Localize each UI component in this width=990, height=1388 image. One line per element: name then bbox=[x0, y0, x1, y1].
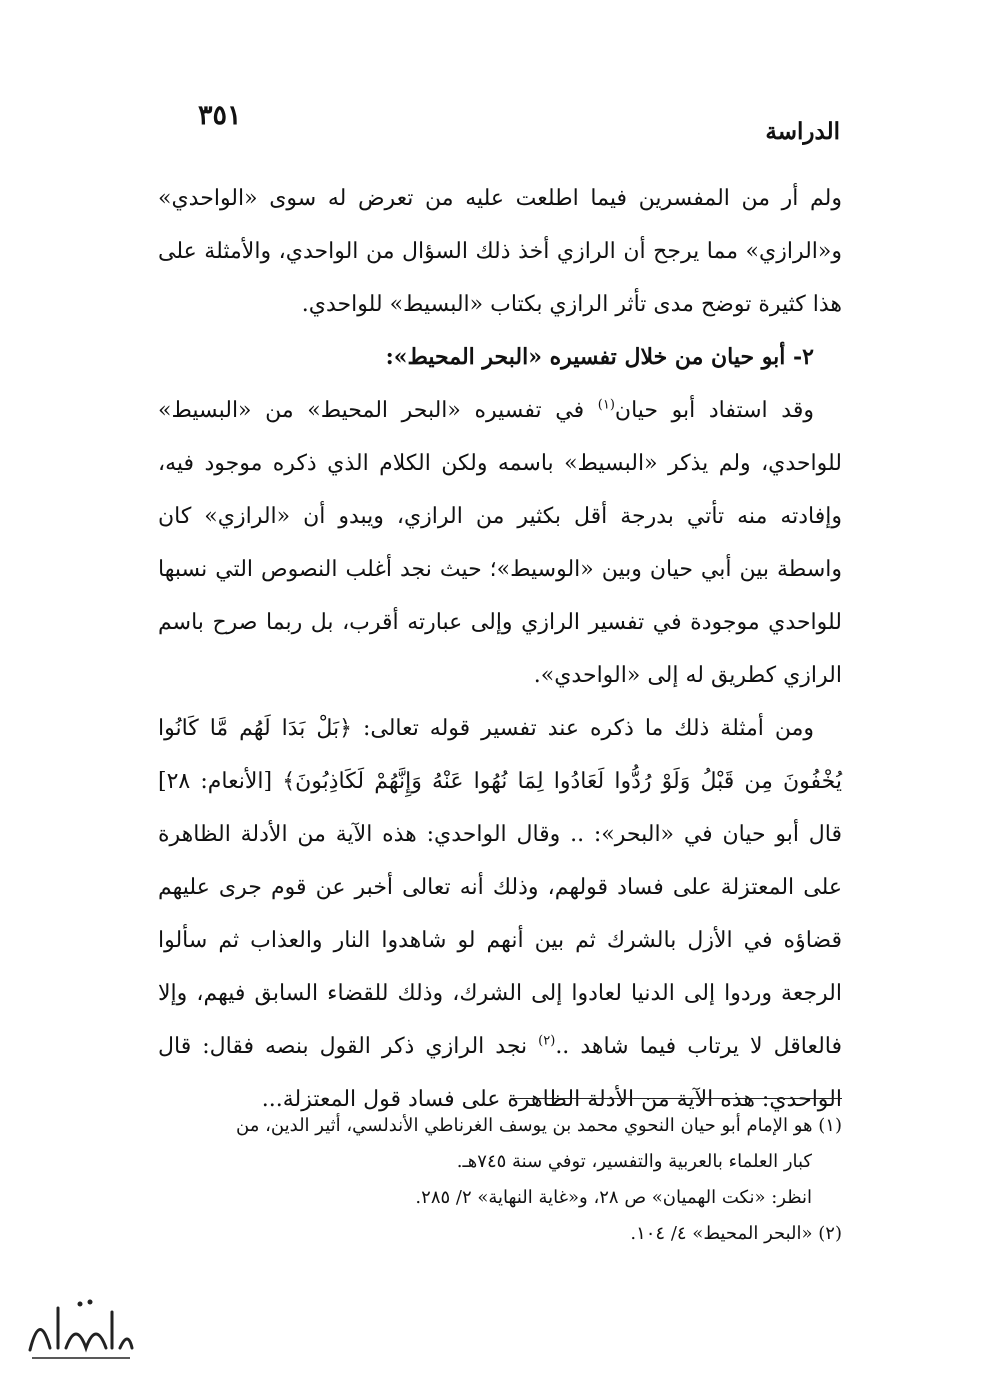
footnote-1-reference: انظر: «نكت الهميان» ص ٢٨، و«غاية النهاية» ٢/ ٢٨٥. bbox=[415, 1187, 812, 1208]
page-header bbox=[150, 100, 840, 145]
page-number: ٣٥١ bbox=[198, 100, 242, 131]
section-heading: ٢- أبو حيان من خلال تفسيره «البحر المحيط»: bbox=[385, 344, 814, 370]
paragraph-2 bbox=[158, 384, 842, 702]
paragraph-1: ولم أر من المفسرين فيما اطلعت عليه من تعرض له سوى «الواحدي» و«الرازي» مما يرجح أن الرازي أخذ ذلك السؤال من الواحدي، والأمثلة على هذا كثيرة توضح مدى تأثر الرازي بكتاب «البسيط» للواحدي. bbox=[158, 186, 842, 317]
footnote-2: (٢) «البحر المحيط» ٤/ ١٠٤. bbox=[630, 1223, 842, 1244]
footnote-1-continued: كبار العلماء بالعربية والتفسير، توفي سنة ٧٤٥هـ. bbox=[456, 1151, 812, 1172]
footnote-divider bbox=[512, 1098, 842, 1099]
body-text bbox=[158, 172, 842, 1126]
footnote-ref-2[interactable]: (٢) bbox=[538, 1033, 556, 1049]
paragraph-2-rest: في تفسيره «البحر المحيط» من «البسيط» للواحدي، ولم يذكر «البسيط» باسمه ولكن الكلام الذي ذكره موجود فيه، وإفادته منه تأتي بدرجة أقل بكثير من الرازي، ويبدو أن «الرازي» كان واسطة بين أبي حيان وبين «الوسيط»؛ حيث نجد أغلب النصوص التي نسبها للواحدي موجودة في تفسير الرازي وإلى عبارته أقرب، بل ربما صرح باسم الرازي كطريق له إلى «الواحدي». bbox=[158, 398, 842, 688]
paragraph-3 bbox=[158, 702, 842, 1126]
paragraph-3-end: نجد الرازي ذكر القول بنصه فقال: قال الواحدي: هذه الآية من الأدلة الظاهرة على فساد قول المعتزلة... bbox=[158, 1034, 842, 1112]
running-title: الدراسة bbox=[765, 118, 840, 145]
calligraphy-logo-icon bbox=[20, 1290, 140, 1370]
footnotes bbox=[158, 1108, 842, 1252]
paragraph-3-start: ومن أمثلة ذلك ما ذكره عند تفسير قوله تعالى: bbox=[352, 716, 814, 741]
paragraph-3-middle: [الأنعام: ٢٨] قال أبو حيان في «البحر»: .. وقال الواحدي: هذه الآية من الأدلة الظاهرة على المعتزلة على فساد قولهم، وذلك أنه تعالى أخبر عن قوم جرى عليهم قضاؤه في الأزل بالشرك ثم بين أنهم لو شاهدوا النار والعذاب ثم سألوا الرجعة وردوا إلى الدنيا لعادوا إلى الشرك، وذلك للقضاء السابق فيهم، وإلا فالعاقل لا يرتاب فيما شاهد .. bbox=[158, 769, 842, 1059]
footnote-ref-1[interactable]: (١) bbox=[597, 397, 615, 413]
paragraph-2-start: وقد استفاد أبو حيان bbox=[614, 398, 814, 423]
footnote-1: (١) هو الإمام أبو حيان النحوي محمد بن يوسف الغرناطي الأندلسي، أثير الدين، من bbox=[236, 1115, 842, 1136]
quran-verse: ﴿بَلْ بَدَا لَهُم مَّا كَانُوا يُخْفُونَ مِن قَبْلُ وَلَوْ رُدُّوا لَعَادُوا لِمَا نُهُوا عَنْهُ وَإِنَّهُمْ لَكَاذِبُونَ﴾ bbox=[158, 716, 842, 794]
